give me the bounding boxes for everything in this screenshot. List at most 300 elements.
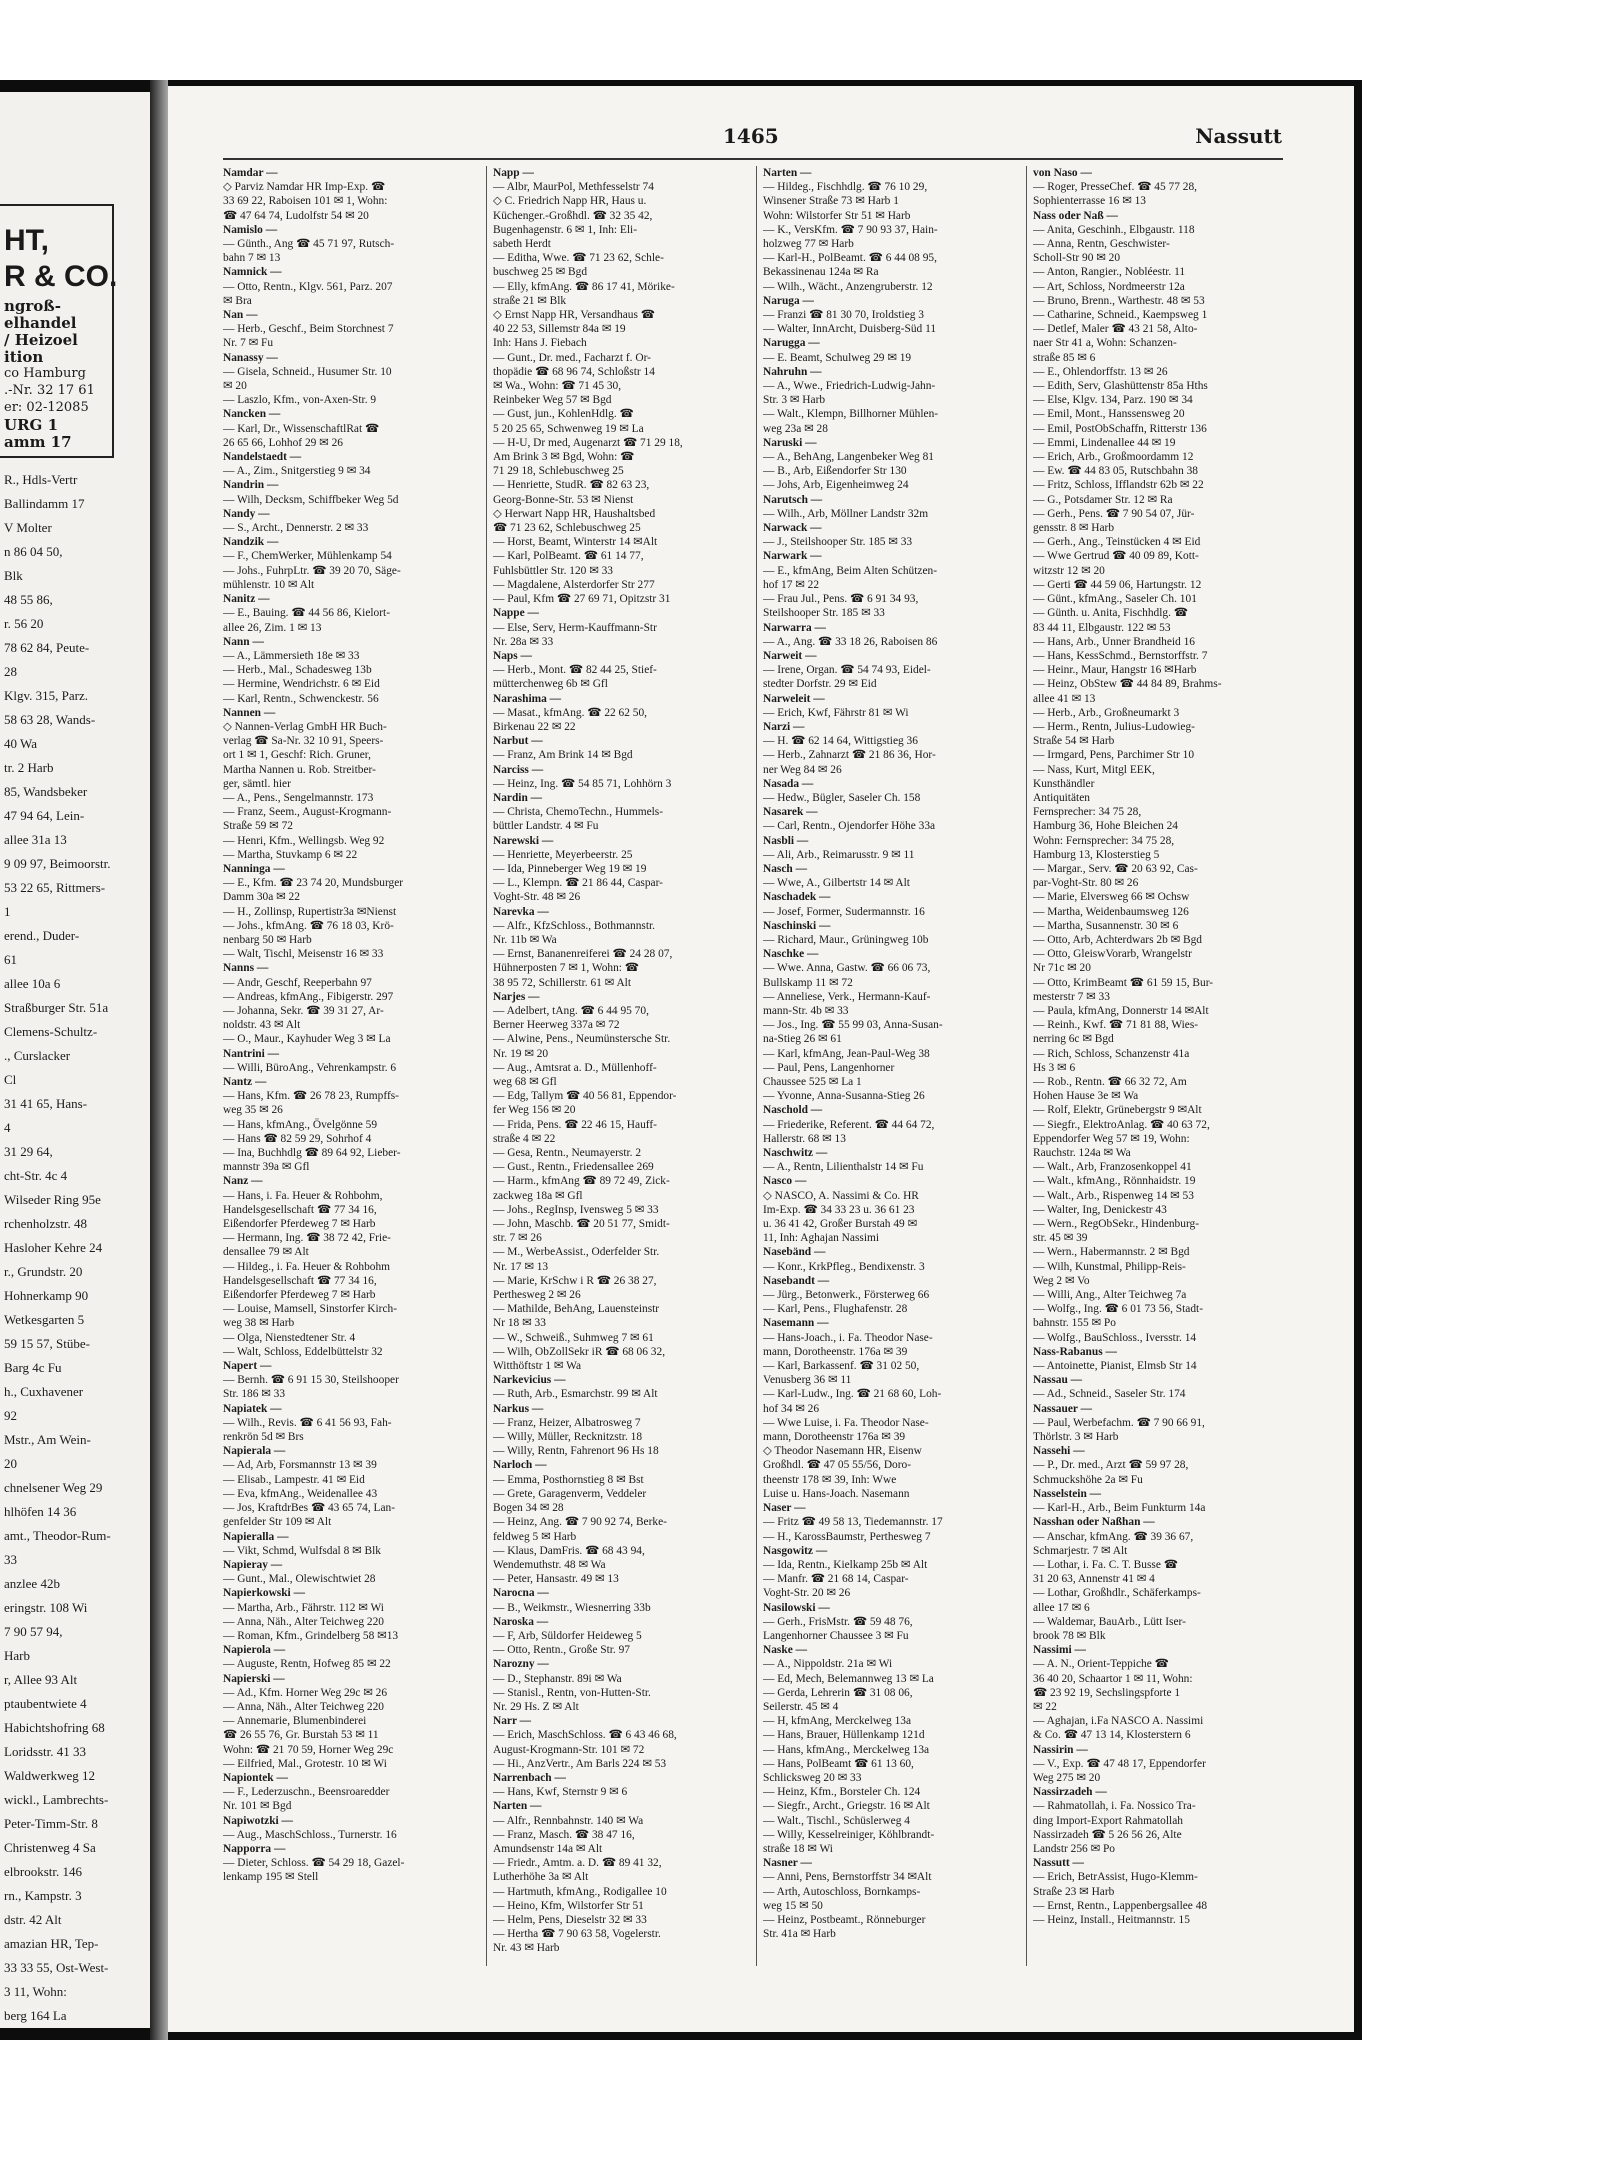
directory-entry-line: — Wolfg., BauSchloss., Iversstr. 14: [1033, 1331, 1197, 1344]
directory-entry-line: brook 78 ✉ Blk: [1033, 1629, 1106, 1642]
directory-entry-line: — F, Arb, Süldorfer Heideweg 5: [493, 1629, 642, 1642]
directory-entry-line: Weg 275 ✉ 20: [1033, 1771, 1101, 1784]
left-page-line: elbrookstr. 146: [4, 1864, 82, 1879]
directory-entry-line: Straße 23 ✉ Harb: [1033, 1885, 1115, 1898]
directory-entry-line: Napp —: [493, 167, 534, 179]
directory-entry-line: ◇ NASCO, A. Nassimi & Co. HR: [763, 1189, 919, 1202]
directory-entry-line: Nasgowitz —: [763, 1544, 828, 1557]
directory-entry-line: — Franz, Am Brink 14 ✉ Bgd: [493, 749, 633, 762]
directory-entry-line: na-Stieg 26 ✉ 61: [763, 1033, 842, 1046]
directory-entry-line: — Marie, Elversweg 66 ✉ Ochsw: [1033, 891, 1190, 904]
directory-entry-line: Narrenbach —: [493, 1771, 566, 1784]
left-page-line: eringstr. 108 Wi: [4, 1600, 88, 1615]
left-page-line: 3 11, Wohn:: [4, 1984, 67, 1999]
directory-entry-line: mann-Str. 4b ✉ 33: [763, 1004, 849, 1017]
directory-entry-line: von Naso —: [1033, 167, 1092, 179]
left-page-fragment: [0, 92, 150, 2028]
directory-entry-line: — Henri, Kfm., Wellingsb. Weg 92: [223, 834, 385, 847]
directory-entry-line: August-Krogmann-Str. 101 ✉ 72: [493, 1743, 645, 1756]
directory-entry-line: Narewski —: [493, 834, 554, 847]
directory-entry-line: — Rich, Schloss, Schanzenstr 41a: [1033, 1047, 1190, 1060]
directory-entry-line: — Hildeg., Fischhdlg. ☎ 76 10 29,: [763, 181, 928, 194]
directory-entry-line: weg 68 ✉ Gfl: [493, 1076, 557, 1088]
directory-entry-line: Nr. 29 Hs. Z ✉ Alt: [493, 1700, 579, 1713]
directory-entry-line: — Hildeg., i. Fa. Heuer & Rohbohm: [223, 1260, 391, 1273]
left-page-line: Christenweg 4 Sa: [4, 1840, 96, 1855]
directory-entry-line: — E., kfmAng, Beim Alten Schützen-: [763, 564, 937, 577]
directory-entry-line: — Paul, Pens, Langenhorner: [763, 1061, 895, 1074]
directory-entry-line: — Günt., kfmAng., Saseler Ch. 101: [1033, 593, 1197, 606]
directory-entry-line: Napiontek —: [223, 1771, 288, 1784]
directory-entry-line: Naschold —: [763, 1104, 823, 1117]
directory-entry-line: Napieralla —: [223, 1530, 289, 1543]
directory-entry-line: Bogen 34 ✉ 28: [493, 1502, 564, 1515]
directory-entry-line: — H., Zollinsp, Rupertistr3a ✉Nienst: [223, 905, 397, 918]
directory-entry-line: — E., Ohlendorffstr. 13 ✉ 26: [1033, 365, 1168, 378]
left-page-line: anzlee 42b: [4, 1576, 60, 1591]
directory-entry-line: — L., Klempn. ☎ 21 86 44, Caspar-: [493, 877, 663, 890]
directory-entry-line: — Gust., Rentn., Friedensallee 269: [493, 1161, 654, 1174]
directory-entry-line: — Ad., Schneid., Saseler Str. 174: [1033, 1388, 1186, 1401]
directory-entry-line: — Konr., KrkPfleg., Bendixenstr. 3: [763, 1260, 925, 1273]
directory-entry-line: — Wern., Habermannstr. 2 ✉ Bgd: [1033, 1246, 1190, 1259]
directory-entry-line: — Adelbert, tAng. ☎ 6 44 95 70,: [493, 1004, 649, 1017]
directory-entry-line: Straße 59 ✉ 72: [223, 820, 293, 833]
directory-entry-line: — A., BehAng, Langenbeker Weg 81: [763, 451, 934, 464]
directory-entry-line: — Horst, Beamt, Winterstr 14 ✉Alt: [493, 536, 658, 549]
directory-entry-line: & Co. ☎ 47 13 14, Klosterstern 6: [1033, 1729, 1191, 1742]
directory-entry-line: Namdar —: [223, 167, 278, 179]
directory-entry-line: — H. ☎ 62 14 64, Wittigstieg 36: [763, 735, 918, 748]
directory-entry-line: — Herb., Geschf., Beim Storchnest 7: [223, 323, 394, 336]
left-page-line: Wetkesgarten 5: [4, 1312, 85, 1327]
directory-entry-line: — Nass, Kurt, Mitgl EEK,: [1033, 763, 1155, 776]
directory-entry-line: Nr 71c ✉ 20: [1033, 962, 1091, 975]
page-keyword: Nassutt: [1195, 124, 1282, 148]
directory-entry-line: — A., Zim., Snitgerstieg 9 ✉ 34: [223, 465, 371, 478]
directory-entry-line: — Hans ☎ 82 59 29, Sohrhof 4: [223, 1132, 372, 1145]
directory-entry-line: — A., Rentn, Lilienthalstr 14 ✉ Fu: [763, 1161, 924, 1174]
directory-entry-line: Narevka —: [493, 905, 549, 918]
directory-entry-line: Str. 3 ✉ Harb: [763, 394, 826, 407]
directory-entry-line: ner Weg 84 ✉ 26: [763, 763, 842, 776]
left-page-line: allee 31a 13: [4, 832, 67, 847]
directory-entry-line: — G., Potsdamer Str. 12 ✉ Ra: [1033, 493, 1173, 506]
directory-entry-line: Nassau —: [1033, 1374, 1083, 1387]
directory-entry-line: — Klaus, DamFris. ☎ 68 43 94,: [493, 1544, 645, 1557]
directory-entry-line: Handelsgesellschaft ☎ 77 34 16,: [223, 1274, 377, 1287]
directory-entry-line: Thörlstr. 3 ✉ Harb: [1033, 1431, 1119, 1444]
left-page-line: Loridsstr. 41 33: [4, 1744, 86, 1759]
directory-entry-line: straße 4 ✉ 22: [493, 1132, 556, 1145]
directory-entry-line: genfelder Str 109 ✉ Alt: [223, 1516, 332, 1529]
book-gutter: [150, 80, 168, 2040]
directory-entry-line: 36 40 20, Schaartor 1 ✉ 11, Wohn:: [1033, 1672, 1193, 1685]
directory-entry-line: Narutsch —: [763, 493, 823, 506]
header-rule: [223, 158, 1283, 160]
directory-entry-line: Nannen —: [223, 706, 276, 719]
directory-entry-line: weg 35 ✉ 26: [223, 1104, 283, 1117]
directory-entry-line: — Willi, BüroAng., Vehrenkampstr. 6: [223, 1061, 397, 1074]
directory-entry-line: Nasch —: [763, 862, 807, 875]
left-page-line: 20: [4, 1456, 17, 1471]
left-page-line: Hasloher Kehre 24: [4, 1240, 103, 1255]
directory-entry-line: — Günth. u. Anita, Fischhdlg. ☎: [1033, 607, 1188, 620]
directory-entry-line: — Karl, Barkassenf. ☎ 31 02 50,: [763, 1360, 920, 1373]
directory-entry-line: — Martha, Stuvkamp 6 ✉ 22: [223, 848, 358, 861]
directory-entry-line: Napierala —: [223, 1445, 286, 1458]
directory-entry-line: 5 20 25 65, Schwenweg 19 ✉ La: [493, 422, 644, 435]
directory-entry-line: ding Import-Export Rahmatollah: [1033, 1814, 1183, 1827]
directory-entry-line: — Walt., Arb, Franzosenkoppel 41: [1033, 1161, 1192, 1174]
directory-entry-line: Naschke —: [763, 948, 819, 961]
directory-entry-line: — Gerda, Lehrerin ☎ 31 08 06,: [763, 1686, 913, 1699]
directory-entry-line: noldstr. 43 ✉ Alt: [223, 1019, 301, 1032]
left-page-line: 78 62 84, Peute-: [4, 640, 90, 655]
directory-entry-line: — Louise, Mamsell, Sinstorfer Kirch-: [223, 1303, 397, 1316]
left-page-line: Wilseder Ring 95e: [4, 1192, 101, 1207]
page-number: 1465: [723, 124, 779, 148]
directory-entry-line: stedter Dorfstr. 29 ✉ Eid: [763, 678, 877, 691]
directory-entry-line: — Wilh, Kunstmal, Philipp-Reis-: [1033, 1260, 1186, 1273]
directory-entry-line: — Reinh., Kwf. ☎ 71 81 88, Wies-: [1033, 1019, 1199, 1032]
directory-entry-line: Berner Heerweg 337a ✉ 72: [493, 1019, 620, 1032]
left-page-line: Clemens-Schultz-: [4, 1024, 98, 1039]
directory-entry-line: u. 36 41 42, Großer Burstah 49 ✉: [763, 1218, 918, 1231]
directory-entry-line: Hamburg 36, Hohe Bleichen 24: [1033, 820, 1178, 833]
directory-entry-line: Reinbeker Weg 57 ✉ Bgd: [493, 394, 612, 407]
directory-entry-line: Nasarek —: [763, 806, 818, 819]
directory-entry-line: Seilerstr. 45 ✉ 4: [763, 1700, 839, 1713]
left-page-line: rchenholzstr. 48: [4, 1216, 88, 1231]
directory-entry-line: Hs 3 ✉ 6: [1033, 1061, 1076, 1074]
directory-entry-line: — Andr, Geschf, Reeperbahn 97: [223, 976, 372, 989]
directory-entry-line: bahnstr. 155 ✉ Po: [1033, 1317, 1116, 1330]
directory-entry-line: — Peter, Hansastr. 49 ✉ 13: [493, 1573, 619, 1586]
directory-entry-line: Naps —: [493, 649, 532, 662]
directory-entry-line: — Paul, Kfm ☎ 27 69 71, Opitzstr 31: [493, 593, 671, 606]
directory-entry-line: — Walter, Ing, Denickestr 43: [1033, 1203, 1167, 1216]
directory-entry-line: — Anna, Rentn, Geschwister-: [1033, 238, 1170, 251]
directory-entry-line: — Magdalene, Alsterdorfer Str 277: [493, 578, 655, 591]
directory-entry-line: Nasselstein —: [1033, 1487, 1102, 1500]
directory-entry-line: ✉ 22: [1033, 1700, 1057, 1713]
directory-entry-line: Narashima —: [493, 692, 562, 705]
left-page-line: Blk: [4, 568, 23, 583]
directory-entry-line: — Karl, Pens., Flughafenstr. 28: [763, 1303, 908, 1316]
directory-entry-line: gensstr. 8 ✉ Harb: [1033, 522, 1115, 535]
directory-entry-line: Nasada —: [763, 777, 814, 790]
directory-entry-line: Im-Exp. ☎ 34 33 23 u. 36 61 23: [763, 1203, 915, 1216]
directory-entry-line: — B., Weikmstr., Wiesnerring 33b: [493, 1601, 651, 1614]
directory-entry-line: Winsener Straße 73 ✉ Harb 1: [763, 195, 899, 208]
directory-entry-line: Wendemuthstr. 48 ✉ Wa: [493, 1558, 606, 1571]
directory-entry-line: — Mathilde, BehAng, Lauensteinstr: [493, 1303, 660, 1316]
directory-entry-line: — Herb., Mont. ☎ 82 44 25, Stief-: [493, 664, 657, 677]
directory-entry-line: Narweleit —: [763, 692, 825, 705]
directory-entry-line: — Wwe. Anna, Gastw. ☎ 66 06 73,: [763, 962, 931, 975]
left-page-line: 48 55 86,: [4, 592, 53, 607]
directory-entry-line: — Ernst, Rentn., Lappenbergsallee 48: [1033, 1899, 1208, 1912]
directory-entry-line: — Walt, Tischl, Meisenstr 16 ✉ 33: [223, 948, 384, 961]
directory-entry-line: — Christa, ChemoTechn., Hummels-: [493, 806, 664, 819]
directory-entry-line: Narwarra —: [763, 621, 826, 634]
directory-entry-line: Nassutt —: [1033, 1857, 1084, 1870]
directory-entry-line: str. 45 ✉ 39: [1033, 1232, 1088, 1245]
directory-entry-line: — Stanisl., Rentn, von-Hutten-Str.: [493, 1686, 651, 1699]
left-page-line: rn., Kampstr. 3: [4, 1888, 82, 1903]
directory-entry-line: — Laszlo, Kfm., von-Axen-Str. 9: [223, 394, 377, 407]
directory-entry-line: — Wilh., Arb, Möllner Landstr 32m: [763, 507, 929, 520]
directory-entry-line: — Andreas, kfmAng., Fibigerstr. 297: [223, 990, 394, 1003]
column-divider: [1026, 166, 1027, 1966]
directory-entry-line: — Hans, Brauer, Hüllenkamp 121d: [763, 1729, 925, 1742]
directory-entry-line: — Gerti ☎ 44 59 06, Hartungstr. 12: [1033, 578, 1202, 591]
directory-entry-line: — E., Bauing. ☎ 44 56 86, Kielort-: [223, 607, 390, 620]
left-page-line: 53 22 65, Rittmers-: [4, 880, 106, 895]
directory-entry-line: — Johs., RegInsp, Ivensweg 5 ✉ 33: [493, 1203, 659, 1216]
directory-entry-line: — Otto, KrimBeamt ☎ 61 59 15, Bur-: [1033, 976, 1214, 989]
directory-entry-line: büttler Landstr. 4 ✉ Fu: [493, 820, 599, 833]
directory-entry-line: Nasshan oder Naßhan —: [1033, 1516, 1155, 1529]
directory-entry-line: ✉ Bra: [223, 294, 252, 307]
left-page-line: Waldwerkweg 12: [4, 1768, 96, 1783]
directory-entry-line: — Masat., kfmAng. ☎ 22 62 50,: [493, 706, 648, 719]
directory-entry-line: — Johs, Arb, Eigenheimweg 24: [763, 479, 909, 492]
directory-entry-line: Landstr 256 ✉ Po: [1033, 1842, 1115, 1855]
directory-entry-line: Hamburg 13, Klosterstieg 5: [1033, 848, 1160, 861]
directory-entry-line: Bugenhagenstr. 6 ✉ 1, Inh: Eli-: [493, 223, 637, 236]
directory-entry-line: Nappe —: [493, 607, 539, 620]
directory-entry-line: Narozny —: [493, 1658, 549, 1671]
directory-entry-line: — Anita, Geschinh., Elbgaustr. 118: [1033, 223, 1195, 236]
directory-entry-line: — Friederike, Referent. ☎ 44 64 72,: [763, 1118, 935, 1131]
directory-entry-line: Nr. 43 ✉ Harb: [493, 1942, 560, 1955]
directory-entry-line: densallee 79 ✉ Alt: [223, 1246, 309, 1259]
directory-entry-line: — Wern., RegObSekr., Hindenburg-: [1033, 1218, 1200, 1231]
directory-entry-line: — Marie, KrSchw i R ☎ 26 38 27,: [493, 1274, 657, 1287]
directory-entry-line: — Auguste, Rentn, Hofweg 85 ✉ 22: [223, 1658, 391, 1671]
directory-entry-line: — Anna, Näh., Alter Teichweg 220: [223, 1700, 384, 1713]
directory-entry-line: ◇ Theodor Nasemann HR, Eisenw: [763, 1445, 922, 1458]
left-page-line: wickl., Lambrechts-: [4, 1792, 109, 1807]
directory-entry-line: — Anneliese, Verk., Hermann-Kauf-: [763, 990, 931, 1003]
directory-entry-line: str. 7 ✉ 26: [493, 1232, 542, 1245]
left-page-line: 61: [4, 952, 17, 967]
directory-entry-line: Fernsprecher: 34 75 28,: [1033, 806, 1142, 819]
left-page-line: 40 Wa: [4, 736, 38, 751]
directory-entry-line: 40 22 53, Sillemstr 84a ✉ 19: [493, 323, 626, 336]
left-page-line: Harb: [4, 1648, 30, 1663]
directory-entry-line: — Karl, Dr., WissenschaftlRat ☎: [223, 422, 380, 435]
directory-entry-line: — Grete, Garagenverm, Veddeler: [493, 1487, 647, 1500]
directory-entry-line: Nahruhn —: [763, 365, 822, 378]
directory-entry-line: — Karl-H., PolBeamt. ☎ 6 44 08 95,: [763, 252, 937, 265]
directory-entry-line: — Johs., FuhrpLtr. ☎ 39 20 70, Säge-: [223, 564, 401, 577]
directory-entry-line: 83 44 11, Elbgaustr. 122 ✉ 53: [1033, 621, 1171, 634]
directory-entry-line: — Josef, Former, Sudermannstr. 16: [763, 905, 925, 918]
directory-entry-line: — Alwine, Pens., Neumünstersche Str.: [493, 1033, 671, 1046]
directory-entry-line: — Edg, Tallym ☎ 40 56 81, Eppendor-: [493, 1090, 677, 1103]
directory-entry-line: — Otto, Rentn., Klgv. 561, Parz. 207: [223, 280, 393, 293]
directory-entry-line: — Martha, Weidenbaumsweg 126: [1033, 905, 1189, 918]
directory-entry-line: — Catharine, Schneid., Kaempsweg 1: [1033, 309, 1208, 322]
directory-entry-line: 31 20 63, Annenstr 41 ✉ 4: [1033, 1573, 1155, 1586]
directory-entry-line: — Edith, Serv, Glashüttenstr 85a Hths: [1033, 380, 1208, 393]
directory-entry-line: — Gisela, Schneid., Husumer Str. 10: [223, 365, 392, 378]
directory-entry-line: — Herb., Zahnarzt ☎ 21 86 36, Hor-: [763, 749, 936, 762]
directory-entry-line: Weg 2 ✉ Vo: [1033, 1274, 1090, 1287]
directory-entry-line: Nandy —: [223, 507, 270, 520]
directory-entry-line: Napiatek —: [223, 1402, 282, 1415]
directory-entry-line: — Heinz, Ang. ☎ 7 90 92 74, Berke-: [493, 1516, 667, 1529]
directory-entry-line: zackweg 18a ✉ Gfl: [493, 1189, 583, 1202]
directory-entry-line: Naroska —: [493, 1615, 549, 1628]
directory-entry-line: — Heino, Kfm, Wilstorfer Str 51: [493, 1899, 644, 1912]
directory-entry-line: ☎ 23 92 19, Sechslingspforte 1: [1033, 1686, 1181, 1699]
advertisement-box: [0, 204, 118, 458]
directory-entry-line: bahn 7 ✉ 13: [223, 252, 281, 265]
directory-entry-line: — Harm., kfmAng ☎ 89 72 49, Zick-: [493, 1175, 670, 1188]
left-page-line: erend., Duder-: [4, 928, 80, 943]
directory-entry-line: — M., WerbeAssist., Oderfelder Str.: [493, 1246, 660, 1259]
directory-entry-line: weg 15 ✉ 50: [763, 1899, 823, 1912]
directory-entry-line: Str. 41a ✉ Harb: [763, 1928, 836, 1941]
directory-entry-line: Narbut —: [493, 735, 543, 748]
directory-entry-line: — J., Steilshooper Str. 185 ✉ 33: [763, 536, 913, 549]
directory-entry-line: Antiquitäten: [1033, 791, 1090, 804]
left-page-line: Mstr., Am Wein-: [4, 1432, 91, 1447]
directory-entry-line: — Franzi ☎ 81 30 70, Iroldstieg 3: [763, 309, 924, 322]
directory-entry-line: — Ina, Buchhdlg ☎ 89 64 92, Lieber-: [223, 1147, 401, 1160]
left-page-line: Klgv. 315, Parz.: [4, 688, 89, 703]
directory-entry-line: mühlenstr. 10 ✉ Alt: [223, 578, 315, 591]
directory-entry-line: — Walt., Arb., Rispenweg 14 ✉ 53: [1033, 1189, 1194, 1202]
directory-entry-line: Nassirin —: [1033, 1743, 1088, 1756]
directory-entry-line: Narwark —: [763, 550, 822, 563]
directory-entry-line: Eißendorfer Pferdeweg 7 ✉ Harb: [223, 1289, 376, 1302]
directory-entry-line: Nasebandt —: [763, 1274, 830, 1287]
directory-entry-line: — Siegfr., ElektroAnlag. ☎ 40 63 72,: [1033, 1118, 1210, 1131]
left-page-line: Cl: [4, 1072, 17, 1087]
directory-entry-line: ☎ 71 23 62, Schlebuschweg 25: [493, 522, 641, 535]
directory-entry-line: mann, Dorotheenstr 176a ✉ 39: [763, 1431, 906, 1444]
left-page-line: Habichtshofring 68: [4, 1720, 105, 1735]
directory-entry-line: — Roger, PresseChef. ☎ 45 77 28,: [1033, 181, 1198, 194]
left-page-line: 28: [4, 664, 17, 679]
directory-entry-line: — Dieter, Schloss. ☎ 54 29 18, Gazel-: [223, 1857, 405, 1870]
directory-entry-line: — Elly, kfmAng. ☎ 86 17 41, Mörike-: [493, 280, 675, 293]
ad-line: URG 1: [4, 416, 59, 434]
directory-entry-line: Napporra —: [223, 1842, 286, 1855]
directory-entry-line: — Otto, Arb, Achterdwars 2b ✉ Bgd: [1033, 933, 1202, 946]
directory-entry-line: — Erich, Arb., Großmoordamm 12: [1033, 451, 1194, 464]
directory-entry-line: Wohn: Wilstorfer Str 51 ✉ Harb: [763, 209, 911, 222]
directory-entry-line: — A. N., Orient-Teppiche ☎: [1033, 1658, 1169, 1671]
directory-entry-line: — Wilh., Wächt., Anzengruberstr. 12: [763, 280, 933, 293]
left-page-line: r. 56 20: [4, 616, 44, 631]
directory-entry-line: — Hertha ☎ 7 90 63 58, Vogelerstr.: [493, 1928, 661, 1941]
directory-entry-line: Narkus —: [493, 1402, 544, 1415]
directory-entry-line: — Paula, kfmAng, Donnerstr 14 ✉Alt: [1033, 1004, 1209, 1017]
ad-line: .-Nr. 32 17 61: [4, 383, 95, 398]
directory-entry-line: — Willy, Müller, Recknitzstr. 18: [493, 1431, 643, 1444]
left-page-line: n 86 04 50,: [4, 544, 63, 559]
directory-entry-line: ◇ C. Friedrich Napp HR, Haus u.: [493, 195, 647, 208]
directory-entry-line: Naruga —: [763, 294, 814, 307]
directory-entry-line: ✉ 20: [223, 380, 247, 393]
directory-entry-line: — Ad, Arb, Forsmannstr 13 ✉ 39: [223, 1459, 377, 1472]
directory-entry-line: allee 26, Zim. 1 ✉ 13: [223, 621, 322, 634]
directory-entry-line: Witthöftstr 1 ✉ Wa: [493, 1360, 581, 1373]
directory-entry-line: Nr. 17 ✉ 13: [493, 1260, 549, 1273]
directory-entry-line: — Editha, Wwe. ☎ 71 23 62, Schle-: [493, 252, 664, 265]
directory-entry-line: ◇ Herwart Napp HR, Haushaltsbed: [493, 507, 656, 520]
directory-entry-line: Fuhlsbüttler Str. 120 ✉ 33: [493, 564, 613, 577]
directory-entry-line: Nass oder Naß —: [1033, 209, 1118, 222]
directory-entry-line: Steilshooper Str. 185 ✉ 33: [763, 607, 885, 620]
directory-entry-line: Scholl-Str 90 ✉ 20: [1033, 252, 1121, 265]
directory-entry-line: Narloch —: [493, 1459, 547, 1472]
directory-entry-line: Nandzik —: [223, 536, 279, 549]
ad-line: / Heizoel: [4, 331, 78, 349]
directory-entry-line: Schmarjestr. 7 ✉ Alt: [1033, 1544, 1128, 1557]
directory-entry-line: — Ruth, Arb., Esmarchstr. 99 ✉ Alt: [493, 1388, 658, 1401]
directory-entry-line: — Fritz, Schloss, Ifflandstr 62b ✉ 22: [1033, 479, 1204, 492]
directory-entry-line: naer Str 41 a, Wohn: Schanzen-: [1033, 337, 1177, 350]
directory-entry-line: — Yvonne, Anna-Susanna-Stieg 26: [763, 1090, 925, 1103]
directory-entry-line: 71 29 18, Schlebuschweg 25: [493, 465, 624, 478]
directory-entry-line: — Eva, kfmAng., Weidenallee 43: [223, 1487, 378, 1500]
directory-entry-line: sabeth Herdt: [493, 238, 551, 251]
directory-entry-line: — Emma, Posthornstieg 8 ✉ Bst: [493, 1473, 644, 1486]
directory-entry-line: Nanninga —: [223, 862, 285, 875]
directory-entry-line: Nass-Rabanus —: [1033, 1345, 1117, 1358]
directory-entry-line: Nr. 19 ✉ 20: [493, 1047, 549, 1060]
directory-entry-line: Namnick —: [223, 266, 282, 279]
directory-entry-line: Nr. 28a ✉ 33: [493, 635, 554, 648]
left-page-line: amt., Theodor-Rum-: [4, 1528, 111, 1543]
directory-entry-line: — Aug., MaschSchloss., Turnerstr. 16: [223, 1828, 397, 1841]
directory-entry-line: Sophienterrasse 16 ✉ 13: [1033, 195, 1146, 208]
directory-entry-line: — Siegfr., Archt., Griegstr. 16 ✉ Alt: [763, 1800, 930, 1813]
directory-entry-line: — Ed, Mech, Belemannweg 13 ✉ La: [763, 1672, 934, 1685]
directory-entry-line: hof 34 ✉ 26: [763, 1402, 820, 1415]
directory-entry-line: — Hedw., Bügler, Saseler Ch. 158: [763, 791, 921, 804]
ad-line: ngroß-: [4, 297, 61, 315]
directory-entry-line: Hühnerposten 7 ✉ 1, Wohn: ☎: [493, 962, 639, 975]
directory-column-1: [223, 166, 481, 1966]
directory-entry-line: — Jos., Ing. ☎ 55 99 03, Anna-Susan-: [763, 1019, 943, 1032]
directory-entry-line: — Hartmuth, kfmAng., Rodigallee 10: [493, 1885, 667, 1898]
directory-entry-line: — Henriette, StudR. ☎ 82 63 23,: [493, 479, 650, 492]
directory-entry-line: allee 41 ✉ 13: [1033, 692, 1096, 705]
directory-entry-line: — Wolfg., Ing. ☎ 6 01 73 56, Stadt-: [1033, 1303, 1203, 1316]
directory-column-3: [763, 166, 1021, 1966]
directory-entry-line: — Lothar, Großhdlr., Schäferkamps-: [1033, 1587, 1201, 1600]
directory-entry-line: — Anton, Rangier., Nobléestr. 11: [1033, 266, 1186, 279]
left-page-line: Straßburger Str. 51a: [4, 1000, 109, 1015]
directory-entry-line: Nasner —: [763, 1857, 812, 1870]
directory-entry-line: Nassauer —: [1033, 1402, 1092, 1415]
left-page-line: 7 90 57 94,: [4, 1624, 63, 1639]
directory-entry-line: Narten —: [763, 167, 812, 179]
directory-entry-line: Langenhorner Chaussee 3 ✉ Fu: [763, 1629, 909, 1642]
directory-entry-line: — Hermann, Ing. ☎ 38 72 42, Frie-: [223, 1232, 391, 1245]
directory-entry-line: — Alfr., KfzSchloss., Bothmannstr.: [493, 919, 655, 932]
directory-entry-line: Nr. 101 ✉ Bgd: [223, 1800, 292, 1813]
directory-entry-line: ort 1 ✉ 1, Geschf: Rich. Gruner,: [223, 749, 371, 762]
